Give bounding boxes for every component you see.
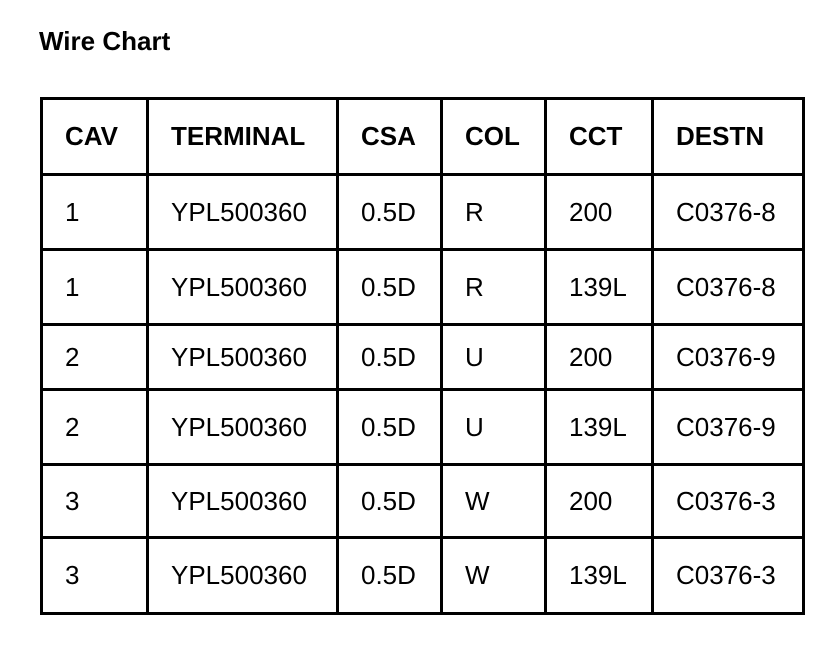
- cell-cct: 139L: [546, 250, 653, 325]
- header-row: [42, 99, 804, 175]
- cell-terminal: YPL500360: [148, 390, 338, 465]
- cell-terminal: YPL500360: [148, 465, 338, 538]
- cell-destn: C0376-9: [653, 390, 804, 465]
- wire-chart-table: [40, 97, 805, 615]
- header-cct: CCT: [546, 99, 653, 175]
- header-terminal: TERMINAL: [148, 99, 338, 175]
- table-row: [42, 175, 804, 250]
- cell-cav: 3: [42, 538, 148, 614]
- cell-csa: 0.5D: [338, 175, 442, 250]
- cell-cav: 1: [42, 250, 148, 325]
- cell-cct: 139L: [546, 538, 653, 614]
- table-row: [42, 465, 804, 538]
- cell-cct: 200: [546, 175, 653, 250]
- header-cav: CAV: [42, 99, 148, 175]
- cell-col: U: [442, 390, 546, 465]
- cell-destn: C0376-3: [653, 538, 804, 614]
- cell-col: R: [442, 175, 546, 250]
- cell-col: R: [442, 250, 546, 325]
- table-row: [42, 250, 804, 325]
- header-col: COL: [442, 99, 546, 175]
- cell-csa: 0.5D: [338, 390, 442, 465]
- cell-destn: C0376-8: [653, 250, 804, 325]
- cell-cav: 2: [42, 390, 148, 465]
- cell-cav: 2: [42, 325, 148, 390]
- cell-terminal: YPL500360: [148, 325, 338, 390]
- table-row: [42, 390, 804, 465]
- cell-csa: 0.5D: [338, 538, 442, 614]
- cell-terminal: YPL500360: [148, 250, 338, 325]
- cell-terminal: YPL500360: [148, 538, 338, 614]
- cell-csa: 0.5D: [338, 325, 442, 390]
- cell-col: U: [442, 325, 546, 390]
- table-row: [42, 538, 804, 614]
- table-row: [42, 325, 804, 390]
- cell-cct: 139L: [546, 390, 653, 465]
- cell-cct: 200: [546, 465, 653, 538]
- page-title: Wire Chart: [39, 26, 171, 56]
- cell-col: W: [442, 538, 546, 614]
- header-destn: DESTN: [653, 99, 804, 175]
- header-csa: CSA: [338, 99, 442, 175]
- cell-cav: 3: [42, 465, 148, 538]
- cell-col: W: [442, 465, 546, 538]
- cell-destn: C0376-8: [653, 175, 804, 250]
- cell-destn: C0376-3: [653, 465, 804, 538]
- cell-cav: 1: [42, 175, 148, 250]
- cell-csa: 0.5D: [338, 465, 442, 538]
- cell-destn: C0376-9: [653, 325, 804, 390]
- cell-terminal: YPL500360: [148, 175, 338, 250]
- cell-csa: 0.5D: [338, 250, 442, 325]
- cell-cct: 200: [546, 325, 653, 390]
